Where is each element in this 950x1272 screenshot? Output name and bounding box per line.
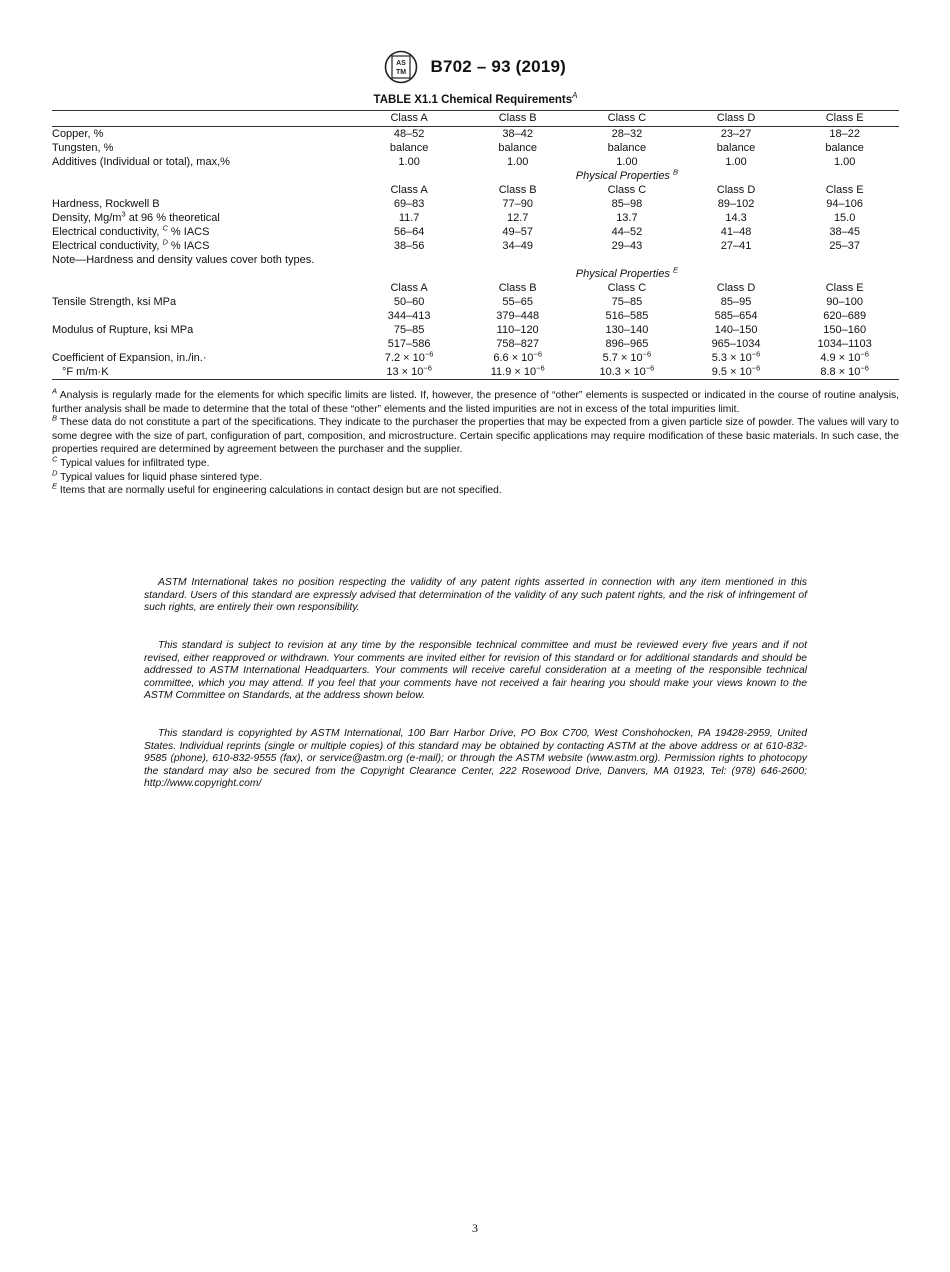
table-cell: 23–27: [720, 128, 752, 140]
table-cell: 77–90: [502, 198, 533, 210]
table-cell: 75–85: [611, 296, 643, 308]
footnote: $^B$ These data do not constitute a part of the specifications. They indicate to the purchaser the properties that may be expected from a given particle size of powder. The values will vary to some degree with the size of part, configuration of part, composition, and microstructure. Certain specific applications may require modification of these basic materials. In such case, the properties required are determined by agreement between the purchaser and the supplier.: [52, 413, 899, 456]
table-row: [52, 309, 899, 323]
table-cell: 758–827: [496, 338, 540, 350]
table-cell: 150–160: [823, 324, 867, 336]
table-cell: 585–654: [714, 310, 758, 322]
table-cell: $13 \times 10^{-6}$: [355, 365, 464, 380]
class-header-row: [52, 281, 899, 295]
column-header: Class A: [355, 111, 464, 127]
row-label: Tensile Strength, ksi MPa: [52, 296, 177, 308]
row-label: [52, 111, 355, 127]
row-label: Tungsten, %: [52, 142, 114, 154]
table-cell: 379–448: [496, 310, 540, 322]
table-row: [52, 141, 899, 155]
row-label: [52, 309, 355, 323]
table-row: [52, 295, 899, 309]
table-title: TABLE X1.1 Chemical Requirements$^A$: [373, 91, 578, 106]
footnote: $^C$ Typical values for infiltrated type.: [52, 454, 210, 469]
table-cell: 29–43: [611, 240, 643, 252]
table-cell: $9.5 \times 10^{-6}$: [682, 365, 791, 380]
table-cell: 896–965: [605, 338, 649, 350]
table-cell: 18–22: [829, 128, 860, 140]
table-cell: $7.2 \times 10^{-6}$: [384, 349, 434, 364]
table-cell: 56–64: [393, 226, 425, 238]
row-label: Electrical conductivity, $^C$ % IACS: [52, 223, 210, 238]
table-cell: $4.9 \times 10^{-6}$: [820, 349, 869, 364]
revision-notice: This standard is subject to revision at any time by the responsible technical committee and must be reviewed every five years and if not revised, either reapproved or withdrawn. Your comments are invited either for revision of this standard or for additional standards and should be addressed to ASTM International Headquarters. Your comments will receive careful consideration at a meeting of the responsible technical committee, which you may attend. If you feel that your comments have not received a fair hearing you should make your views known to the ASTM Committee on Standards, at the address shown below.: [144, 640, 807, 702]
table-cell: balance: [389, 142, 429, 154]
copyright-notice: This standard is copyrighted by ASTM International, 100 Barr Harbor Drive, PO Box C700, West Conshohocken, PA 19428-2959, United States. Individual reprints (single or multiple copies) of this standard may be obtained by contacting ASTM at the above address or at 610-832-9585 (phone), 610-832-9555 (fax), or service@astm.org (e-mail); or through the ASTM website (www.astm.org). Permission rights to photocopy the standard may also be secured from the Copyright Clearance Center, 222 Rosewood Drive, Danvers, MA 01923, Tel: (978) 646-2600; http://www.copyright.com/: [144, 728, 807, 790]
chemical-requirements-table: [52, 110, 899, 380]
table-row: [52, 197, 899, 211]
row-label: Modulus of Rupture, ksi MPa: [52, 324, 194, 336]
column-header: Class C: [607, 184, 647, 196]
table-cell: 965–1034: [711, 338, 761, 350]
column-header: Class C: [607, 282, 647, 294]
table-cell: $10.3 \times 10^{-6}$: [572, 365, 682, 380]
table-cell: 110–120: [496, 324, 539, 336]
table-cell: 1.00: [616, 156, 638, 168]
table-row: [52, 225, 899, 239]
column-header: Class D: [716, 184, 756, 196]
svg-text:TM: TM: [395, 69, 407, 76]
column-header: Class C: [572, 111, 682, 127]
class-header-row: [52, 183, 899, 197]
table-cell: 69–83: [393, 198, 425, 210]
footnote: $^A$ Analysis is regularly made for the elements for which specific limits are listed. If, however, the presence of “other” elements is suspected or indicated in the course of routine analysis, further analysis shall be made to determine that the total of these “other” elements and the listed impurities are not in excess of the total impurities limit.: [52, 386, 899, 415]
table-row: [52, 323, 899, 337]
table-row: [52, 351, 899, 365]
table-cell: 49–57: [502, 226, 533, 238]
table-cell: 34–49: [502, 240, 533, 252]
footnote: $^D$ Typical values for liquid phase sintered type.: [52, 468, 263, 483]
column-header: Class B: [498, 282, 537, 294]
page-header: [0, 50, 950, 84]
column-header: Class D: [716, 282, 756, 294]
column-header: Class E: [825, 282, 864, 294]
standard-designation: B702 – 93 (2019): [430, 57, 566, 76]
section-title-row: [52, 267, 899, 281]
table-note: Note—Hardness and density values cover both types.: [52, 254, 315, 266]
row-label: [52, 281, 355, 295]
table-cell: 15.0: [833, 212, 856, 224]
table-cell: 44–52: [611, 226, 643, 238]
table-cell: 94–106: [826, 198, 863, 210]
row-label: Hardness, Rockwell B: [52, 198, 160, 210]
table-footnotes: [52, 386, 899, 498]
table-cell: 11.7: [398, 212, 420, 224]
table-cell: 38–45: [829, 226, 860, 238]
table-cell: 28–32: [611, 128, 643, 140]
table-cell: $5.7 \times 10^{-6}$: [602, 349, 652, 364]
table-cell: 517–586: [387, 338, 431, 350]
table-cell: balance: [825, 142, 864, 154]
row-label: [52, 337, 355, 351]
table-cell: 140–150: [714, 324, 758, 336]
row-label: Density, $Mg/m^3$ at 96 % theoretical: [52, 209, 220, 224]
table-cell: 344–413: [387, 310, 431, 322]
table-cell: 85–95: [720, 296, 752, 308]
note-row: [52, 253, 899, 267]
table-cell: 90–100: [826, 296, 863, 308]
table-cell: 1.00: [506, 156, 529, 168]
table-cell: balance: [607, 142, 647, 154]
table-cell: 620–689: [823, 310, 867, 322]
table-cell: $8.8 \times 10^{-6}$: [790, 365, 899, 380]
table-cell: 50–60: [393, 296, 425, 308]
table-cell: 27–41: [720, 240, 752, 252]
table-cell: 75–85: [393, 324, 425, 336]
table-cell: 13.7: [616, 212, 638, 224]
table-cell: 14.3: [725, 212, 747, 224]
section-title-row: [52, 169, 899, 183]
table-cell: 38–56: [393, 240, 425, 252]
table-cell: $6.6 \times 10^{-6}$: [493, 349, 542, 364]
section-title: Physical Properties $^E$: [575, 265, 679, 280]
table-row: [52, 365, 899, 380]
table-cell: 55–65: [502, 296, 533, 308]
row-label: [52, 267, 355, 281]
footnote: $^E$ Items that are normally useful for engineering calculations in contact design but are not specified.: [52, 481, 502, 497]
table-cell: 38–42: [502, 128, 533, 140]
table-row: [52, 239, 899, 253]
row-label: °F m/m·K: [52, 365, 355, 380]
table-cell: 89–102: [717, 198, 755, 210]
patent-notice: ASTM International takes no position respecting the validity of any patent rights asserted in connection with any item mentioned in this standard. Users of this standard are expressly advised that determination of the validity of any such patent rights, and the risk of infringement of such rights, are entirely their own responsibility.: [144, 577, 807, 614]
table-cell: 85–98: [611, 198, 643, 210]
table-cell: 48–52: [393, 128, 425, 140]
table-row: [52, 127, 899, 142]
table-cell: $11.9 \times 10^{-6}$: [463, 365, 572, 380]
section-title: Physical Properties $^B$: [575, 167, 679, 182]
table-cell: $5.3 \times 10^{-6}$: [711, 349, 761, 364]
table-cell: 1.00: [833, 156, 856, 168]
row-label: Copper, %: [52, 128, 104, 140]
row-label: Additives (Individual or total), max,%: [52, 156, 230, 168]
column-header: Class A: [390, 184, 428, 196]
table-cell: 25–37: [829, 240, 860, 252]
table-cell: 41–48: [720, 226, 752, 238]
table-cell: 130–140: [605, 324, 649, 336]
column-header: Class E: [790, 111, 899, 127]
svg-text:AS: AS: [396, 60, 406, 67]
row-label: [52, 183, 355, 197]
table-row: [52, 337, 899, 351]
table-row: [52, 155, 899, 169]
column-header: Class B: [498, 184, 537, 196]
table-cell: 1.00: [725, 156, 747, 168]
row-label: [52, 169, 355, 183]
table-cell: balance: [716, 142, 756, 154]
page-number: 3: [472, 1221, 478, 1235]
table-cell: 12.7: [506, 212, 529, 224]
column-header: Class B: [463, 111, 572, 127]
table-cell: 1034–1103: [817, 338, 872, 350]
astm-logo-icon: [384, 50, 418, 84]
table-row: [52, 211, 899, 225]
table-cell: 1.00: [398, 156, 420, 168]
table-cell: 516–585: [605, 310, 649, 322]
row-label: Electrical conductivity, $^D$ % IACS: [52, 237, 210, 252]
column-header: Class A: [390, 282, 428, 294]
class-header-row: [52, 111, 899, 127]
row-label: Coefficient of Expansion, in./in.·: [52, 352, 207, 364]
column-header: Class E: [825, 184, 864, 196]
table-cell: balance: [498, 142, 537, 154]
column-header: Class D: [682, 111, 791, 127]
